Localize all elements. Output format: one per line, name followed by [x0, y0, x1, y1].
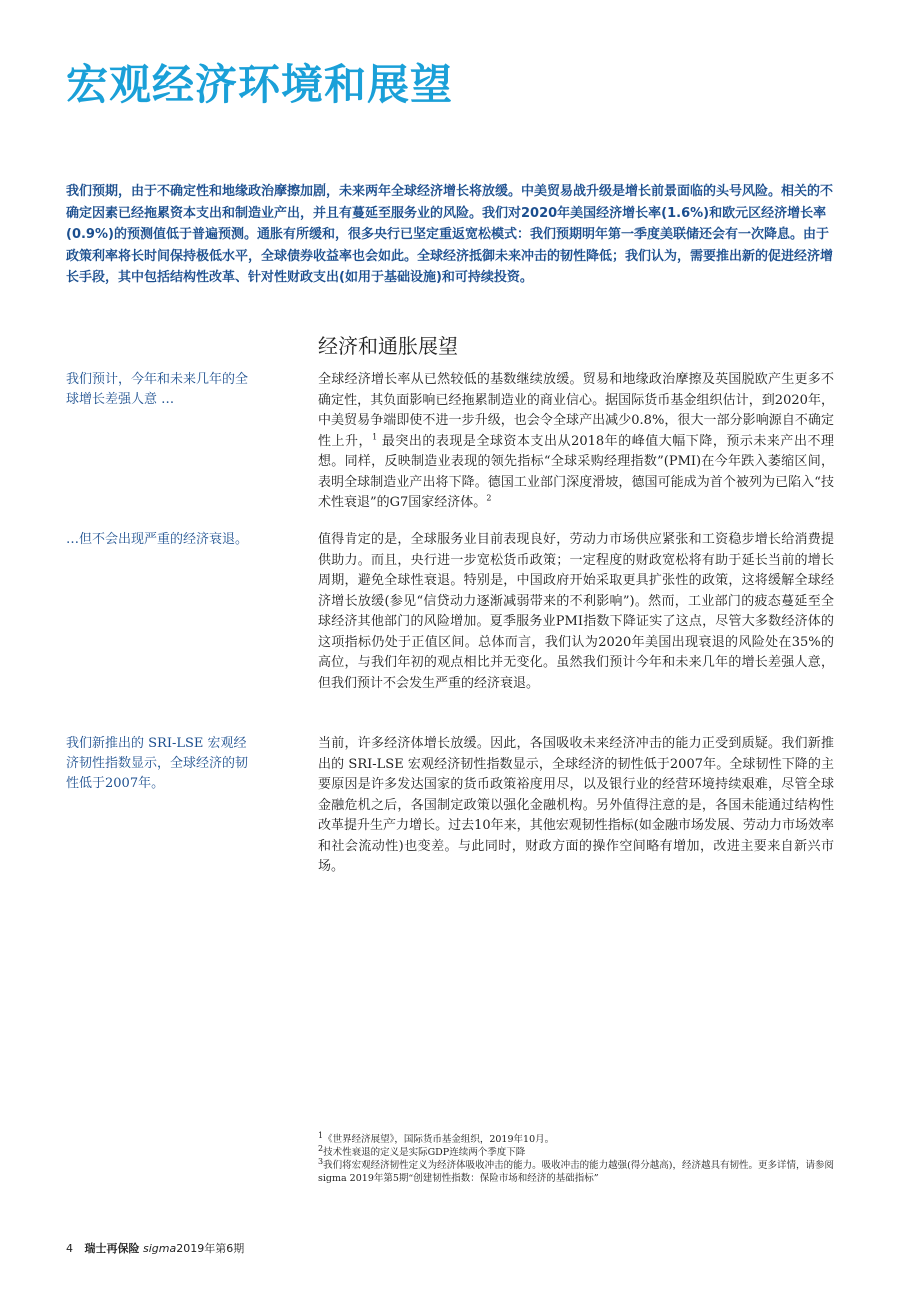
footnote-number: 2	[318, 1143, 324, 1153]
paragraph-text: 全球经济增长率从已然较低的基数继续放缓。贸易和地缘政治摩擦及英国脱欧产生更多不确定性，其负面影响已经拖累制造业的商业信心。据国际货币基金组织估计，到2020年，中美贸易争端即使不进一步升级，也会令全球产出减少0.8%，很大一部分影响源自不确定性上升，	[318, 372, 834, 449]
footnote-ref-1[interactable]: 1	[372, 432, 378, 442]
footnote-item	[318, 1130, 834, 1146]
paragraph-text: 最突出的表现是全球资本支出从2018年的峰值大幅下降，预示未来产出不理想。同样，反映制造业表现的领先指标“全球采购经理指数”(PMI)在今年跌入萎缩区间，表明全球制造业产出将下降。德国工业部门深度滑坡，德国可能成为首个被列为已陷入“技术性衰退”的G7国家经济体。	[318, 433, 834, 510]
page-footer	[66, 1240, 244, 1256]
footnote-text: 我们将宏观经济韧性定义为经济体吸收冲击的能力。吸收冲击的能力越强(得分越高)，经济越具有韧性。更多详情，请参阅sigma 2019年第5期“创建韧性指数：保险市场和经济的基础指标”	[318, 1160, 835, 1184]
body-paragraph-1	[318, 370, 834, 514]
body-paragraph-3: 当前，许多经济体增长放缓。因此，各国吸收未来经济冲击的能力正受到质疑。我们新推出的 SRI-LSE 宏观经济韧性指数显示，全球经济的韧性低于2007年。全球韧性下降的主要原因是许多发达国家的货币政策裕度用尽，以及银行业的经营环境持续艰难，尽管全球金融危机之后，各国制定政策以强化金融机构。另外值得注意的是，各国未能通过结构性改革提升生产力增长。过去10年来，其他宏观韧性指标(如金融市场发展、劳动力市场效率和社会流动性)也变差。与此同时，财政方面的操作空间略有增加，改进主要来自新兴市场。	[318, 736, 834, 874]
page-title: 宏观经济环境和展望	[66, 60, 454, 109]
publication-name: sigma	[143, 1242, 177, 1255]
footnote-ref-2[interactable]: 2	[486, 493, 492, 503]
page-number: 4	[66, 1242, 73, 1255]
footnote-item	[318, 1143, 834, 1159]
footnote-text: 技术性衰退的定义是实际GDP连续两个季度下降	[323, 1147, 526, 1158]
footnote-item	[318, 1156, 835, 1185]
sidenote-2: …但不会出现严重的经济衰退。	[66, 532, 249, 547]
section-heading: 经济和通胀展望	[318, 334, 458, 358]
footnote-text: 《世界经济展望》，国际货币基金组织，2019年10月。	[323, 1134, 555, 1145]
sidenote-1: 我们预计，今年和未来几年的全球增长差强人意 …	[66, 372, 249, 407]
publisher-name: 瑞士再保险	[84, 1242, 140, 1255]
footnote-number: 3	[318, 1156, 324, 1166]
body-paragraph-2: 值得肯定的是，全球服务业目前表现良好，劳动力市场供应紧张和工资稳步增长给消费提供助力。而且，央行进一步宽松货币政策；一定程度的财政宽松将有助于延长当前的增长周期，避免全球性衰退。特别是，中国政府开始采取更具扩张性的政策，这将缓解全球经济增长放缓(参见“信贷动力逐渐减弱带来的不利影响”)。然而，工业部门的疲态蔓延至全球经济其他部门的风险增加。夏季服务业PMI指数下降证实了这点，尽管大多数经济体的这项指标仍处于正值区间。总体而言，我们认为2020年美国出现衰退的风险处在35%的高位，与我们年初的观点相比并无变化。虽然我们预计今年和未来几年的增长差强人意，但我们预计不会发生严重的经济衰退。	[318, 532, 834, 691]
footnotes	[318, 1130, 835, 1185]
footnote-number: 1	[318, 1130, 324, 1140]
issue-label: 2019年第6期	[176, 1242, 245, 1255]
sidenote-3: 我们新推出的 SRI-LSE 宏观经济韧性指数显示，全球经济的韧性低于2007年。	[66, 736, 249, 791]
summary-paragraph: 我们预期，由于不确定性和地缘政治摩擦加剧，未来两年全球经济增长将放缓。中美贸易战升级是增长前景面临的头号风险。相关的不确定因素已经拖累资本支出和制造业产出，并且有蔓延至服务业的风险。我们对2020年美国经济增长率(1.6%)和欧元区经济增长率(0.9%)的预测值低于普遍预测。通胀有所缓和，很多央行已坚定重返宽松模式：我们预期明年第一季度美联储还会有一次降息。由于政策利率将长时间保持极低水平，全球债券收益率也会如此。全球经济抵御未来冲击的韧性降低；我们认为，需要推出新的促进经济增长手段，其中包括结构性改革、针对性财政支出(如用于基础设施)和可持续投资。	[66, 184, 834, 285]
